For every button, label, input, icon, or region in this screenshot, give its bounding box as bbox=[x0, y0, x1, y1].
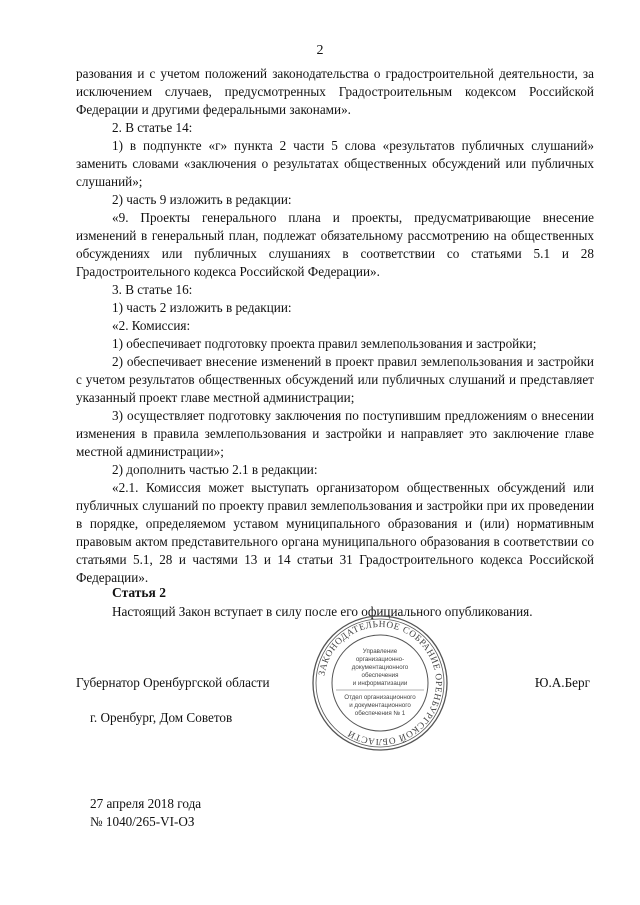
svg-text:и информатизации: и информатизации bbox=[352, 680, 408, 687]
svg-text:обеспечения: обеспечения bbox=[361, 672, 399, 679]
signatory-title: Губернатор Оренбургской области bbox=[76, 675, 270, 690]
official-stamp bbox=[310, 613, 450, 753]
paragraph: 3. В статье 16: bbox=[112, 282, 193, 297]
paragraph: «9. Проекты генерального плана и проекты, предусматривающие внесение изменений в генеральный план, подлежат обязательному рассмотрению на общественных обсуждениях или публичных слушаниях в соответствии со статьями 5.1 и 28 Градостроительного кодекса Российской Федерации». bbox=[76, 210, 594, 279]
law-number: № 1040/265-VI-ОЗ bbox=[90, 814, 195, 829]
svg-text:обеспечения № 1: обеспечения № 1 bbox=[354, 710, 406, 717]
paragraph: 1) в подпункте «г» пункта 2 части 5 слова «результатов публичных слушаний» заменить словами «заключения о результатах общественных обсуждений или публичных слушаний»; bbox=[76, 138, 594, 189]
svg-text:Управление: Управление bbox=[362, 648, 398, 655]
svg-text:организационно-: организационно- bbox=[355, 656, 405, 663]
paragraph: 1) обеспечивает подготовку проекта правил землепользования и застройки; bbox=[112, 336, 537, 351]
paragraph: 1) часть 2 изложить в редакции: bbox=[112, 300, 292, 315]
svg-text:и документационного: и документационного bbox=[349, 702, 411, 709]
signing-place: г. Оренбург, Дом Советов bbox=[90, 710, 233, 725]
signing-date: 27 апреля 2018 года bbox=[90, 796, 202, 811]
paragraph: 3) осуществляет подготовку заключения по поступившим предложениям о внесении изменения в правила землепользования и застройки и направляет это заключение главе местной администрации»; bbox=[76, 408, 594, 459]
svg-text:ЗАКОНОДАТЕЛЬНОЕ СОБРАНИЕ ОРЕНБ: ЗАКОНОДАТЕЛЬНОЕ СОБРАНИЕ ОРЕНБУРГСКОЙ ОБЛАСТИ bbox=[317, 619, 444, 747]
document-body bbox=[76, 65, 594, 587]
paragraph: 2. В статье 14: bbox=[112, 120, 193, 135]
paragraph: разования и с учетом положений законодательства о градостроительной деятельности, за исключением случаев, предусмотренных Градостроительным кодексом Российской Федерации и другими федеральными законами». bbox=[76, 66, 594, 117]
article-2-text: Настоящий Закон вступает в силу после его официального опубликования. bbox=[112, 604, 533, 619]
signatory-name: Ю.А.Берг bbox=[534, 675, 590, 690]
svg-text:Отдел организационного: Отдел организационного bbox=[344, 694, 416, 701]
page-number: 2 bbox=[316, 43, 324, 58]
paragraph: 2) обеспечивает внесение изменений в проект правил землепользования и застройки с учетом результатов общественных обсуждений или публичных слушаний и представляет указанный проект главе местной администрации; bbox=[76, 354, 594, 405]
paragraph: «2.1. Комиссия может выступать организатором общественных обсуждений или публичных слушаний по проекту правил землепользования и застройки при их проведении в порядке, определяемом уставом муниципального образования и (или) нормативным правовым актом представительного органа муниципального образования в соответствии со статьями 5.1, 28 и частями 13 и 14 статьи 31 Градостроительного кодекса Российской Федерации». bbox=[76, 480, 594, 585]
paragraph: 2) часть 9 изложить в редакции: bbox=[112, 192, 292, 207]
article-2-heading: Статья 2 bbox=[112, 585, 166, 600]
stamp-seal-graphic bbox=[310, 613, 450, 753]
paragraph: «2. Комиссия: bbox=[112, 318, 191, 333]
paragraph: 2) дополнить частью 2.1 в редакции: bbox=[112, 462, 318, 477]
svg-text:документационного: документационного bbox=[351, 664, 409, 671]
